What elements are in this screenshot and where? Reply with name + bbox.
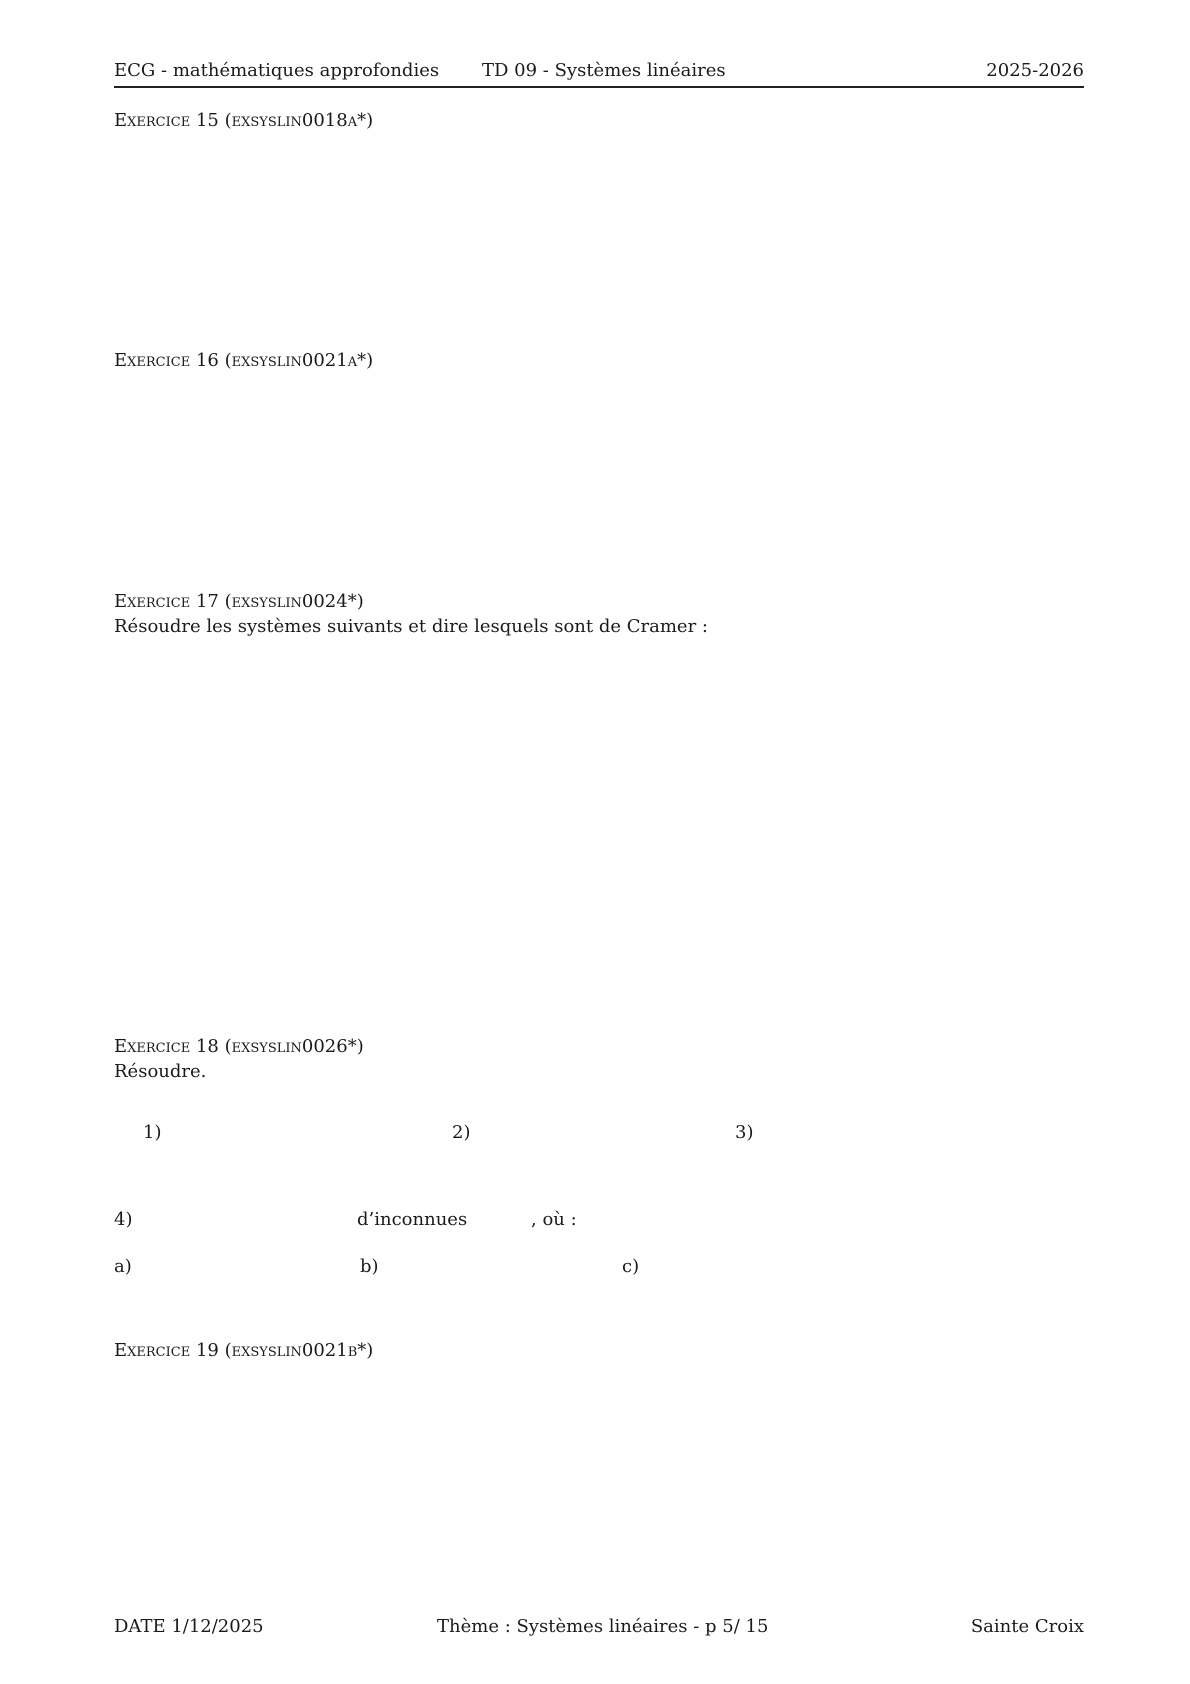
exercise-17-title xyxy=(114,589,364,615)
item-4-where-text: , où : xyxy=(531,1209,577,1230)
exercise-word: Exercice xyxy=(114,110,191,131)
exercise-number: 15 xyxy=(195,110,219,131)
subitem-c-label: c) xyxy=(622,1256,640,1277)
subitem-a-label: a) xyxy=(114,1256,132,1277)
exercise-17-statement: Résoudre les systèmes suivants et dire lesquels sont de Cramer : xyxy=(114,616,708,637)
item-4-unknowns-text: d’inconnues xyxy=(357,1209,468,1230)
header-td-title: TD 09 - Systèmes linéaires xyxy=(482,60,726,81)
exercise-word: Exercice xyxy=(114,1340,191,1361)
footer-school: Sainte Croix xyxy=(970,1616,1084,1637)
item-2-label: 2) xyxy=(452,1122,471,1143)
footer-date: DATE 1/12/2025 xyxy=(114,1616,264,1637)
exercise-word: Exercice xyxy=(114,591,191,612)
exercise-code: (exsyslin0018a*) xyxy=(224,110,374,131)
header-year: 2025-2026 xyxy=(986,60,1084,81)
subitem-b-label: b) xyxy=(360,1256,379,1277)
exercise-code: (exsyslin0021a*) xyxy=(224,350,374,371)
exercise-18-title xyxy=(114,1034,364,1060)
page-header xyxy=(114,58,1084,88)
exercise-code: (exsyslin0021b*) xyxy=(224,1340,374,1361)
exercise-15-title xyxy=(114,108,373,134)
item-3-label: 3) xyxy=(735,1122,754,1143)
exercise-number: 16 xyxy=(195,350,219,371)
header-course: ECG - mathématiques approfondies xyxy=(114,60,440,81)
item-1-label: 1) xyxy=(143,1122,162,1143)
exercise-number: 18 xyxy=(195,1036,219,1057)
item-4-label: 4) xyxy=(114,1209,133,1230)
exercise-code: (exsyslin0024*) xyxy=(224,591,364,612)
exercise-number: 17 xyxy=(195,591,219,612)
exercise-19-title xyxy=(114,1338,373,1364)
footer-theme-page: Thème : Systèmes linéaires - p 5/ 15 xyxy=(437,1616,769,1637)
exercise-number: 19 xyxy=(195,1340,219,1361)
exercise-16-title xyxy=(114,348,373,374)
exercise-word: Exercice xyxy=(114,350,191,371)
exercise-word: Exercice xyxy=(114,1036,191,1057)
exercise-18-statement: Résoudre. xyxy=(114,1061,207,1082)
exercise-code: (exsyslin0026*) xyxy=(224,1036,364,1057)
